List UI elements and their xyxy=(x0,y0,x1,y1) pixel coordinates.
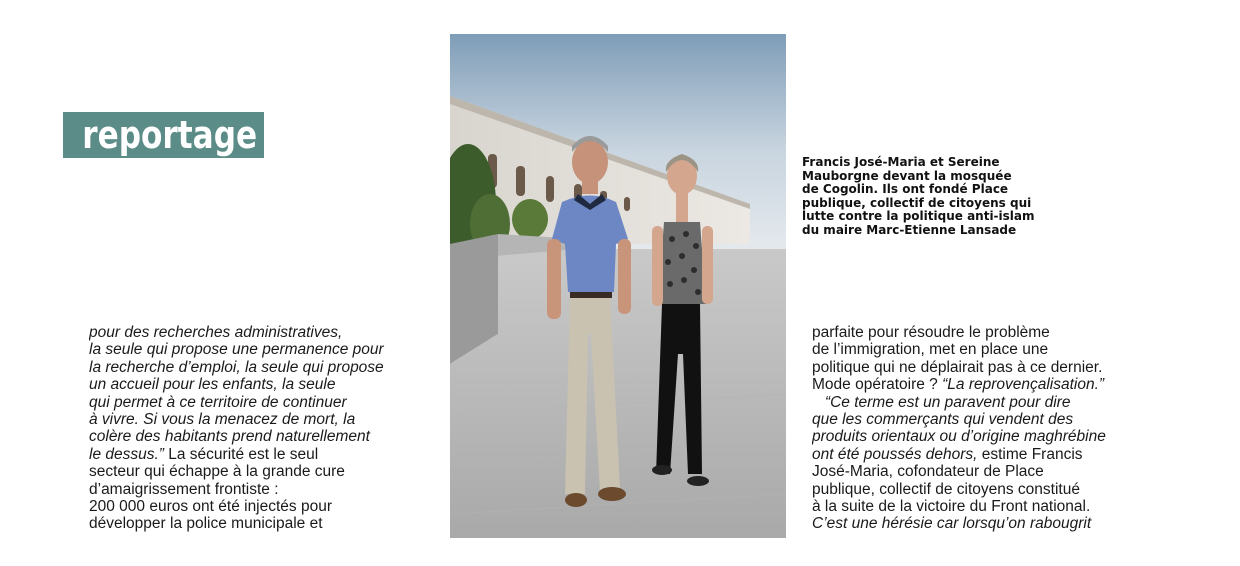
body-line: politique qui ne déplairait pas à ce dernier. xyxy=(812,358,1103,376)
quote: ont été poussés dehors, xyxy=(812,445,978,463)
body-line: qui permet à ce territoire de continuer xyxy=(89,393,347,411)
body-line: 200 000 euros ont été injectés pour xyxy=(89,498,333,516)
body-line: de l’immigration, met en place une xyxy=(812,341,1049,359)
rubric-label: reportage xyxy=(82,113,258,157)
body-line: publique, collectif de citoyens constitué xyxy=(812,480,1080,498)
caption-line: publique, collectif de citoyens qui xyxy=(802,195,1032,210)
quote-end: le dessus.” xyxy=(89,445,164,463)
body-line: C’est une hérésie car lorsqu’on rabougrit xyxy=(812,515,1092,533)
caption-line: Mauborgne devant la mosquée xyxy=(802,168,1012,183)
body-line: “Ce terme est un paravent pour dire xyxy=(812,393,1071,411)
article-column-left xyxy=(89,324,439,556)
body-text: estime Francis xyxy=(977,445,1083,463)
body-line: parfaite pour résoudre le problème xyxy=(812,324,1050,341)
body-line: pour des recherches administratives, xyxy=(89,324,343,341)
photo-caption xyxy=(802,156,1062,237)
body-line: à la suite de la victoire du Front national. xyxy=(812,498,1091,516)
body-line: que les commerçants qui vendent des xyxy=(812,411,1074,429)
caption-line: de Cogolin. Ils ont fondé Place xyxy=(802,182,1009,196)
body-line: José-Maria, cofondateur de Place xyxy=(812,463,1044,481)
body-line: à vivre. Si vous la menacez de mort, la xyxy=(89,411,356,429)
article-column-right xyxy=(812,324,1162,556)
section-rubric xyxy=(63,112,264,158)
caption-line: Francis José-Maria et Sereine xyxy=(802,155,1000,169)
body-line: développer la police municipale et xyxy=(89,515,323,533)
body-line: colère des habitants prend naturellement xyxy=(89,428,370,446)
quote: “La reprovençalisation.” xyxy=(942,376,1105,394)
body-line: un accueil pour les enfants, la seule xyxy=(89,376,336,394)
photo-two-people-mosque xyxy=(450,34,786,538)
body-line xyxy=(812,376,1162,393)
body-line: d’amaigrissement frontiste : xyxy=(89,480,279,498)
caption-line: du maire Marc-Etienne Lansade xyxy=(802,222,1017,237)
body-line: secteur qui échappe à la grande cure xyxy=(89,463,345,481)
body-line: la seule qui propose une permanence pour xyxy=(89,341,384,359)
body-line: la recherche d’emploi, la seule qui propose xyxy=(89,358,384,376)
body-line xyxy=(89,446,439,463)
body-text: La sécurité est le seul xyxy=(163,445,319,463)
body-text: Mode opératoire ? xyxy=(812,376,943,394)
body-line: produits orientaux ou d’origine maghrébine xyxy=(812,428,1106,446)
body-line xyxy=(812,446,1162,463)
caption-line: lutte contre la politique anti-islam xyxy=(802,209,1035,223)
